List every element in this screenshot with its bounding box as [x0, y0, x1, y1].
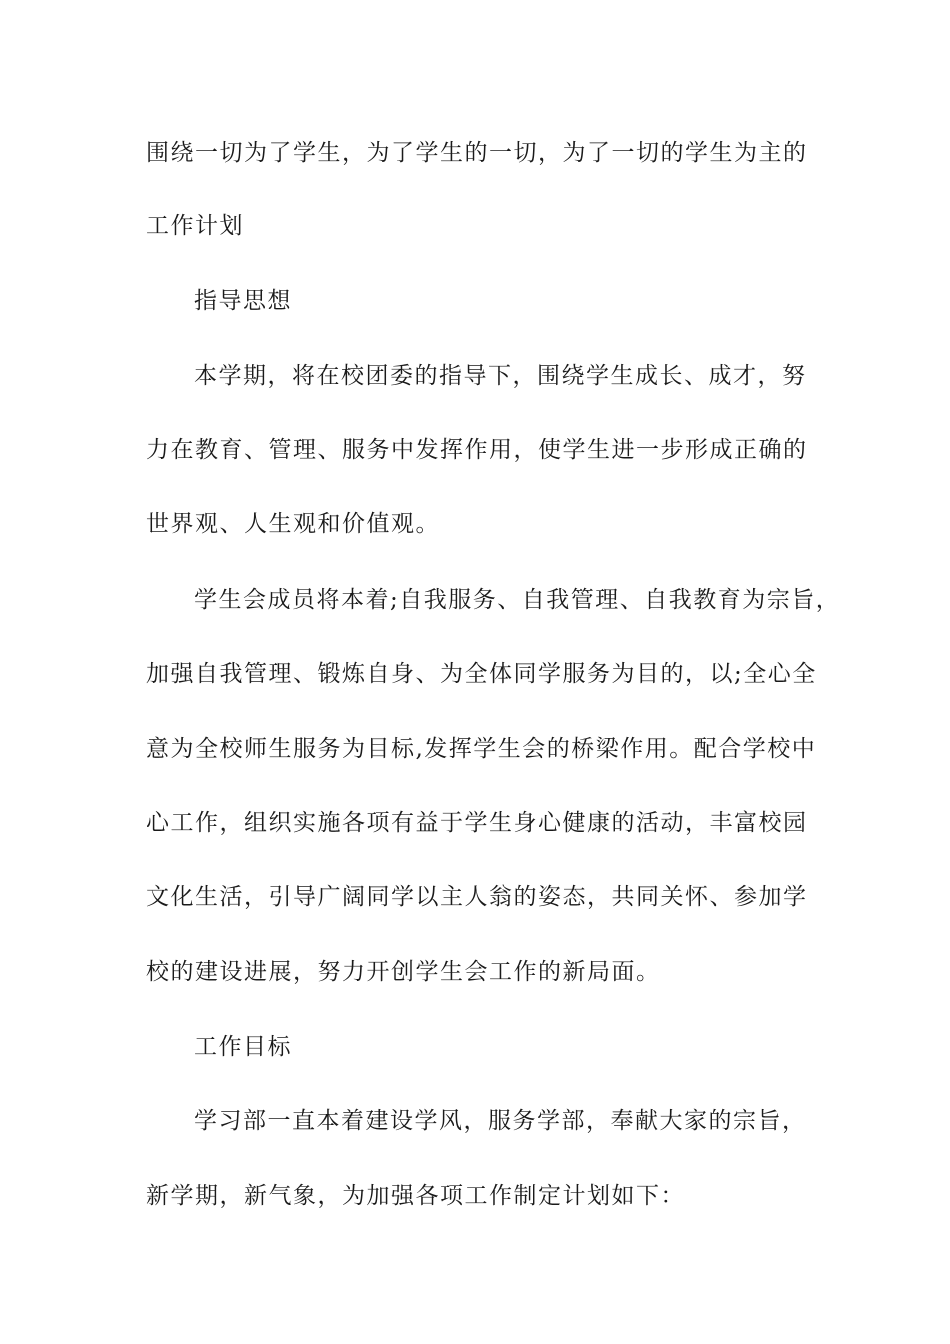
- text-line: 新学期，新气象，为加强各项工作制定计划如下：: [146, 1183, 685, 1209]
- text-line: 本学期，将在校团委的指导下，围绕学生成长、成才，努: [194, 363, 807, 389]
- section-heading-work-goals: 工作目标: [194, 1034, 292, 1060]
- text-line: 力在教育、管理、服务中发挥作用，使学生进一步形成正确的: [146, 437, 808, 463]
- text-line: 加强自我管理、锻炼自身、为全体同学服务为目的，以;全心全: [146, 661, 817, 687]
- text-line: 学生会成员将本着;自我服务、自我管理、自我教育为宗旨，: [194, 587, 841, 613]
- text-line: 心工作，组织实施各项有益于学生身心健康的活动，丰富校园: [146, 810, 808, 836]
- text-line-title-1: 围绕一切为了学生，为了学生的一切，为了一切的学生为主的: [146, 140, 808, 166]
- text-line: 学习部一直本着建设学风，服务学部，奉献大家的宗旨，: [194, 1108, 807, 1134]
- section-heading-guiding-thought: 指导思想: [194, 288, 292, 314]
- text-line: 世界观、人生观和价值观。: [146, 511, 440, 537]
- text-line-title-2: 工作计划: [146, 213, 244, 239]
- text-line: 文化生活，引导广阔同学以主人翁的姿态，共同关怀、参加学: [146, 884, 808, 910]
- text-line: 意为全校师生服务为目标,发挥学生会的桥梁作用。配合学校中: [146, 736, 817, 762]
- text-line: 校的建设进展，努力开创学生会工作的新局面。: [146, 959, 661, 985]
